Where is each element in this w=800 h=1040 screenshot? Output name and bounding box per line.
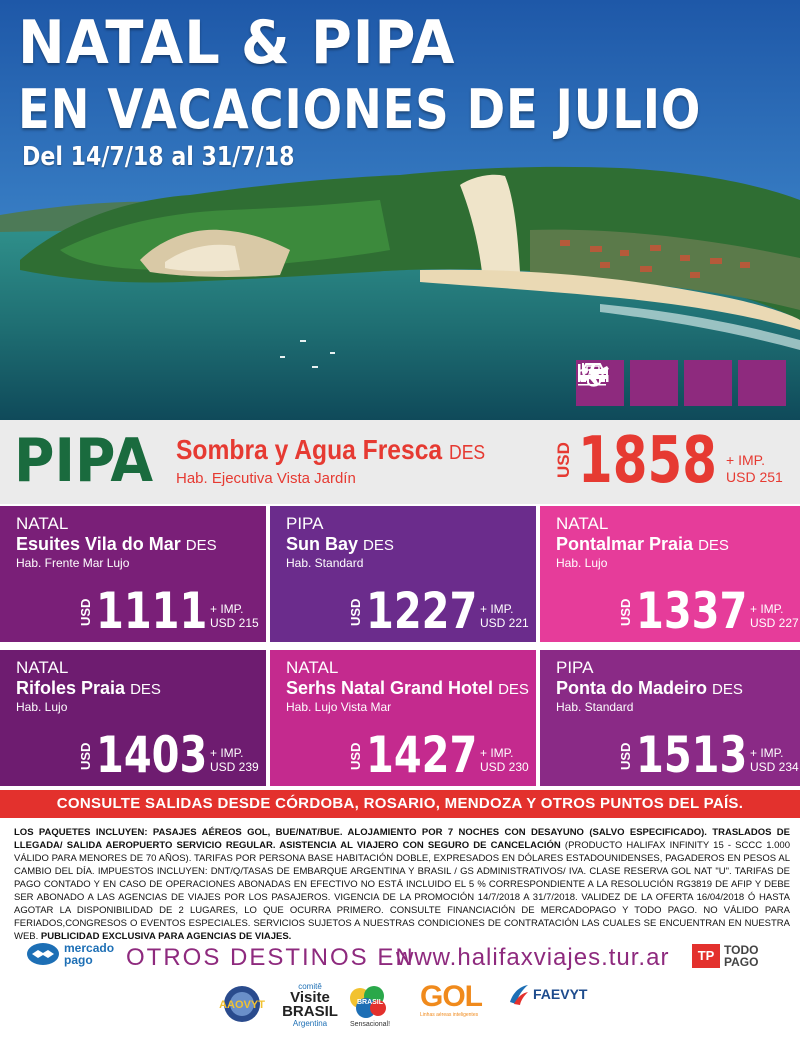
mercadopago-text — [64, 942, 114, 966]
visite-brasil-small: comitê — [298, 982, 322, 991]
offer-room-type: Hab. Standard — [286, 556, 364, 570]
headline-title: NATAL & PIPA — [18, 8, 456, 78]
offer-price: 1513 — [636, 726, 748, 784]
visite-brasil-line2: BRASIL — [282, 1003, 338, 1020]
offer-imp-value: USD 239 — [210, 760, 259, 774]
other-destinations-label: OTROS DESTINOS EN — [126, 944, 415, 971]
terms-fine-print — [14, 826, 790, 943]
offer-imp-value: USD 234 — [750, 760, 799, 774]
offer-card[interactable] — [0, 506, 266, 642]
offer-hotel-name: Esuites Vila do Mar — [16, 534, 181, 554]
offer-currency: USD — [78, 742, 93, 770]
featured-currency: USD — [554, 442, 573, 478]
offer-city: PIPA — [286, 514, 324, 533]
hero-image — [0, 0, 800, 420]
offer-city: NATAL — [286, 658, 339, 677]
offer-imp-value: USD 221 — [480, 616, 529, 630]
mercadopago-line2: pago — [64, 953, 93, 967]
terms-text: (PRODUCTO HALIFAX INFINITY 15 - SCCC 1.000 VÁLIDO PARA MENORES DE 70 AÑOS). TARIFAS POR PERSONA BASE HABITACIÓN DOBLE, EXPRESADOS EN DÓLARES ESTADOUNIDENSES, PAGADEROS EN PESOS AL CAMBIO DEL DÍA. IMPUESTOS INCLUYEN: DNT/Q/TASAS DE EMBARQUE ARGENTINA Y BRASIL / GS ADMINISTRATIVOS/ IVA. CLASE RESERVA GOL NAT "U". TARIFAS DE PAGO CONTADO Y EN CASO DE OPERACIONES ABONADAS EN EFECTIVO NO ESTÁ INCLUIDO EL 5 % CORRESPONDIENTE A LA RESOLUCIÓN RG3819 DE AFIP Y DEBE SER ABONADO A LAS AGENCIAS DE VIAJES POR LOS PASAJEROS. VIGENCIA DE LA PROMOCIÓN 14/7/2018 A 31/7/2018. VALIDEZ DE LA OFERTA 16/04/2018 Ó HASTA AGOTAR LA DISPONIBILIDAD DE 2 LUGARES, LO QUE OCURRA PRIMERO. CONSULTE FINANCIACIÓN DE MERCADOPAGO Y TODO PAGO. NO VÁLIDO PARA FERIADOS,CONGRESOS O EVENTOS ESPECIALES. SERVICIOS SUJETOS A NUESTRAS CONDICIONES DE CONTRATACIÓN LAS CUALES SE ENCUENTRAN EN NUESTRA WEB. — [14, 840, 791, 942]
featured-hotel-name: Sombra y Agua Fresca — [176, 434, 443, 465]
offer-room-type: Hab. Lujo Vista Mar — [286, 700, 392, 714]
offer-imp-label: + IMP. — [480, 602, 514, 616]
offer-hotel — [556, 534, 729, 555]
visite-brasil-line3: Argentina — [292, 1019, 328, 1028]
offer-des: DES — [712, 681, 743, 698]
offer-price: 1403 — [96, 726, 208, 784]
featured-imp-label: + IMP. — [726, 452, 766, 468]
todopago-line2: PAGO — [724, 955, 759, 969]
offer-hotel-name: Rifoles Praia — [16, 678, 126, 698]
offer-city: PIPA — [556, 658, 594, 677]
offer-card[interactable] — [540, 650, 800, 786]
offer-currency: USD — [618, 598, 633, 626]
offer-currency: USD — [618, 742, 633, 770]
offer-imp-value: USD 215 — [210, 616, 259, 630]
offer-des: DES — [498, 681, 529, 698]
aaovyt-logo — [212, 982, 272, 1030]
featured-city: PIPA — [14, 426, 154, 496]
featured-price: 1858 — [578, 424, 717, 498]
website-link[interactable]: www.halifaxviajes.tur.ar — [396, 944, 670, 971]
stethoscope-icon — [738, 360, 786, 406]
mercadopago-logo[interactable] — [26, 942, 114, 966]
offer-price: 1111 — [96, 582, 208, 640]
offer-card[interactable] — [270, 650, 536, 786]
handshake-icon — [26, 942, 60, 966]
offer-card[interactable] — [0, 650, 266, 786]
offer-card[interactable] — [540, 506, 800, 642]
offer-city: NATAL — [16, 514, 69, 533]
offer-imp-label: + IMP. — [750, 602, 784, 616]
faevyt-swoosh-icon — [508, 982, 530, 1006]
offer-room-type: Hab. Lujo — [16, 700, 68, 714]
offer-price: 1427 — [366, 726, 478, 784]
departures-banner: CONSULTE SALIDAS DESDE CÓRDOBA, ROSARIO, MENDOZA Y OTROS PUNTOS DEL PAÍS. — [0, 790, 800, 818]
offer-hotel-name: Sun Bay — [286, 534, 359, 554]
offer-currency: USD — [78, 598, 93, 626]
offer-taxes — [210, 746, 259, 774]
offer-hotel-name: Ponta do Madeiro — [556, 678, 708, 698]
offer-taxes — [480, 746, 529, 774]
terms-bold-end: PUBLICIDAD EXCLUSIVA PARA AGENCIAS DE VIAJES. — [40, 931, 292, 942]
offer-des: DES — [130, 681, 161, 698]
offer-taxes — [480, 602, 529, 630]
todopago-mark: TP — [692, 944, 720, 968]
visite-brasil-logo — [280, 982, 340, 1028]
offer-hotel — [556, 678, 743, 699]
visite-brasil-line1: Visite — [290, 989, 330, 1006]
headline-subtitle: EN VACACIONES DE JULIO — [18, 78, 702, 141]
featured-room-type: Hab. Ejecutiva Vista Jardín — [176, 470, 356, 487]
offer-hotel — [16, 678, 161, 699]
offer-imp-label: + IMP. — [480, 746, 514, 760]
featured-imp-value: USD 251 — [726, 469, 783, 485]
offer-taxes — [750, 746, 799, 774]
offer-imp-label: + IMP. — [210, 602, 244, 616]
brasil-sensacional-logo — [344, 982, 396, 1030]
offer-city: NATAL — [556, 514, 609, 533]
gol-text: GOL — [420, 980, 482, 1013]
offer-hotel-name: Serhs Natal Grand Hotel — [286, 678, 494, 698]
offer-des: DES — [185, 537, 217, 554]
faevyt-logo — [508, 982, 587, 1006]
offer-hotel — [286, 534, 394, 555]
faevyt-text: FAEVYT — [533, 986, 588, 1002]
offer-room-type: Hab. Frente Mar Lujo — [16, 556, 130, 570]
offer-room-type: Hab. Standard — [556, 700, 634, 714]
service-icons — [576, 360, 786, 406]
featured-des: DES — [448, 442, 486, 464]
todopago-line1: TODO — [724, 943, 759, 957]
offer-price: 1337 — [636, 582, 748, 640]
offer-taxes — [750, 602, 799, 630]
offer-imp-label: + IMP. — [210, 746, 244, 760]
mercadopago-line1: mercado — [64, 941, 115, 955]
gol-tagline: Linhas aéreas inteligentes — [420, 1012, 479, 1018]
offer-hotel — [16, 534, 217, 555]
featured-hotel — [176, 434, 485, 466]
terms-bold: LOS PAQUETES INCLUYEN: PASAJES AÉREOS GOL, BUE/NAT/BUE. ALOJAMIENTO POR 7 NOCHES CON DESAYUNO (SALVO ESPECIFICADO). TRASLADOS DE LLEGADA/ SALIDA AEROPUERTO SERVICIO REGULAR. ASISTENCIA AL VIAJERO CON SEGURO DE CANCELACIÓN — [14, 827, 790, 851]
offer-city: NATAL — [16, 658, 69, 677]
offer-imp-label: + IMP. — [750, 746, 784, 760]
offer-imp-value: USD 230 — [480, 760, 529, 774]
car-icon — [684, 360, 732, 406]
offer-hotel — [286, 678, 529, 699]
bed-icon — [630, 360, 678, 406]
todopago-text — [724, 944, 758, 968]
offer-price: 1227 — [366, 582, 478, 640]
brasil-tagline: Sensacional! — [349, 1021, 391, 1028]
offer-card[interactable] — [270, 506, 536, 642]
gol-logo — [420, 982, 496, 1018]
aaovyt-text: AAOVYT — [219, 999, 265, 1011]
offer-des: DES — [363, 537, 394, 554]
offer-currency: USD — [348, 598, 363, 626]
featured-taxes — [726, 452, 783, 486]
offer-currency: USD — [348, 742, 363, 770]
offer-room-type: Hab. Lujo — [556, 556, 608, 570]
offer-des: DES — [698, 537, 729, 554]
brasil-badge-text: BRASIL — [356, 999, 384, 1006]
todopago-logo[interactable] — [692, 944, 758, 968]
travel-dates: Del 14/7/18 al 31/7/18 — [22, 142, 295, 172]
offer-taxes — [210, 602, 259, 630]
offer-hotel-name: Pontalmar Praia — [556, 534, 694, 554]
offer-imp-value: USD 227 — [750, 616, 799, 630]
partner-logos — [0, 982, 800, 1032]
